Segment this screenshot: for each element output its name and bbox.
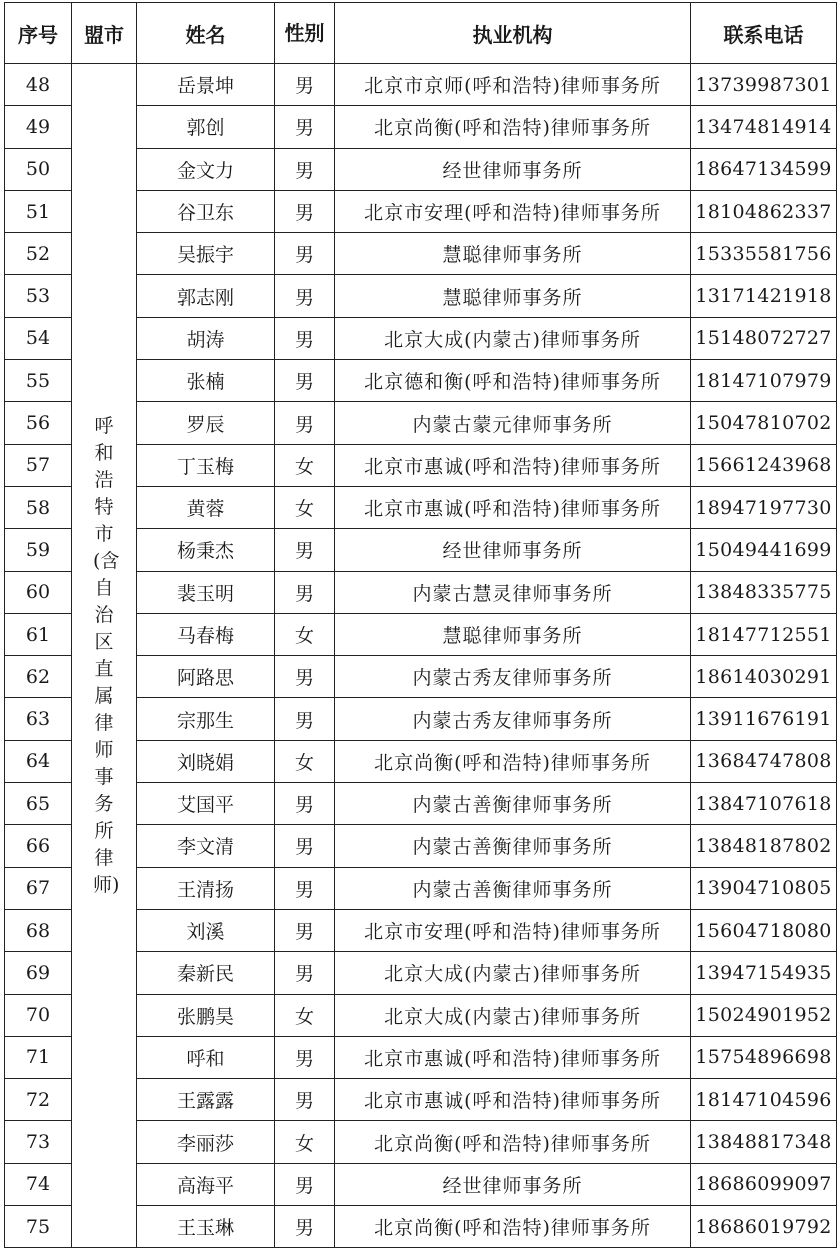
row-gender: 男 [275, 1079, 335, 1121]
row-gender: 女 [275, 740, 335, 782]
row-org: 北京尚衡(呼和浩特)律师事务所 [335, 106, 691, 148]
row-phone: 18147107979 [691, 360, 837, 402]
row-name: 马春梅 [137, 613, 275, 655]
header-gender: 性别 [275, 3, 335, 64]
row-gender: 男 [275, 190, 335, 232]
row-gender: 男 [275, 867, 335, 909]
row-phone: 13847107618 [691, 783, 837, 825]
row-seq: 60 [5, 571, 72, 613]
row-gender: 男 [275, 571, 335, 613]
row-name: 黄蓉 [137, 486, 275, 528]
row-phone: 18147104596 [691, 1079, 837, 1121]
row-name: 宗那生 [137, 698, 275, 740]
row-gender: 男 [275, 402, 335, 444]
row-gender: 男 [275, 952, 335, 994]
row-name: 王露露 [137, 1079, 275, 1121]
region-group-cell [72, 64, 137, 1248]
row-gender: 男 [275, 529, 335, 571]
row-seq: 74 [5, 1163, 72, 1205]
row-gender: 女 [275, 444, 335, 486]
row-name: 高海平 [137, 1163, 275, 1205]
row-gender: 男 [275, 317, 335, 359]
row-seq: 72 [5, 1079, 72, 1121]
row-seq: 55 [5, 360, 72, 402]
header-name: 姓名 [137, 3, 275, 64]
row-phone: 15604718080 [691, 909, 837, 951]
region-group-label: 呼和浩特市(含自治区直属律师事务所律师) [93, 414, 120, 896]
row-org: 经世律师事务所 [335, 529, 691, 571]
row-gender: 男 [275, 656, 335, 698]
row-seq: 58 [5, 486, 72, 528]
row-name: 郭创 [137, 106, 275, 148]
row-gender: 男 [275, 1206, 335, 1248]
row-org: 北京市安理(呼和浩特)律师事务所 [335, 909, 691, 951]
row-seq: 63 [5, 698, 72, 740]
row-phone: 15754896698 [691, 1036, 837, 1078]
row-seq: 71 [5, 1036, 72, 1078]
row-seq: 64 [5, 740, 72, 782]
row-phone: 15049441699 [691, 529, 837, 571]
row-org: 慧聪律师事务所 [335, 613, 691, 655]
row-seq: 54 [5, 317, 72, 359]
row-phone: 15661243968 [691, 444, 837, 486]
row-gender: 男 [275, 1163, 335, 1205]
row-name: 张楠 [137, 360, 275, 402]
row-org: 北京大成(内蒙古)律师事务所 [335, 952, 691, 994]
row-org: 北京尚衡(呼和浩特)律师事务所 [335, 1121, 691, 1163]
row-org: 经世律师事务所 [335, 1163, 691, 1205]
row-phone: 13947154935 [691, 952, 837, 994]
row-org: 内蒙古善衡律师事务所 [335, 783, 691, 825]
row-gender: 男 [275, 783, 335, 825]
row-org: 内蒙古善衡律师事务所 [335, 867, 691, 909]
row-phone: 18947197730 [691, 486, 837, 528]
row-org: 内蒙古慧灵律师事务所 [335, 571, 691, 613]
row-org: 北京大成(内蒙古)律师事务所 [335, 994, 691, 1036]
row-org: 慧聪律师事务所 [335, 275, 691, 317]
header-phone: 联系电话 [691, 3, 837, 64]
row-org: 内蒙古秀友律师事务所 [335, 656, 691, 698]
row-phone: 13739987301 [691, 64, 837, 106]
row-gender: 男 [275, 64, 335, 106]
row-gender: 女 [275, 994, 335, 1036]
row-phone: 13904710805 [691, 867, 837, 909]
row-phone: 18104862337 [691, 190, 837, 232]
row-seq: 48 [5, 64, 72, 106]
row-seq: 61 [5, 613, 72, 655]
row-seq: 66 [5, 825, 72, 867]
row-name: 王清扬 [137, 867, 275, 909]
row-org: 北京尚衡(呼和浩特)律师事务所 [335, 740, 691, 782]
row-gender: 男 [275, 360, 335, 402]
row-seq: 67 [5, 867, 72, 909]
row-phone: 18647134599 [691, 148, 837, 190]
row-seq: 56 [5, 402, 72, 444]
row-seq: 65 [5, 783, 72, 825]
row-org: 经世律师事务所 [335, 148, 691, 190]
row-gender: 男 [275, 698, 335, 740]
row-gender: 男 [275, 825, 335, 867]
row-seq: 52 [5, 233, 72, 275]
row-name: 罗辰 [137, 402, 275, 444]
row-org: 北京市京师(呼和浩特)律师事务所 [335, 64, 691, 106]
table-body [5, 64, 837, 1248]
row-org: 内蒙古蒙元律师事务所 [335, 402, 691, 444]
row-phone: 13911676191 [691, 698, 837, 740]
row-seq: 51 [5, 190, 72, 232]
row-seq: 69 [5, 952, 72, 994]
row-phone: 18147712551 [691, 613, 837, 655]
lawyer-roster-table [4, 2, 837, 1248]
row-seq: 50 [5, 148, 72, 190]
row-name: 艾国平 [137, 783, 275, 825]
row-org: 北京市惠诚(呼和浩特)律师事务所 [335, 1079, 691, 1121]
row-gender: 男 [275, 1036, 335, 1078]
row-gender: 男 [275, 106, 335, 148]
row-name: 金文力 [137, 148, 275, 190]
row-name: 张鹏昊 [137, 994, 275, 1036]
row-seq: 59 [5, 529, 72, 571]
row-name: 李丽莎 [137, 1121, 275, 1163]
row-seq: 70 [5, 994, 72, 1036]
row-name: 呼和 [137, 1036, 275, 1078]
row-org: 内蒙古秀友律师事务所 [335, 698, 691, 740]
row-name: 刘溪 [137, 909, 275, 951]
row-gender: 男 [275, 148, 335, 190]
row-name: 胡涛 [137, 317, 275, 359]
row-seq: 75 [5, 1206, 72, 1248]
row-name: 谷卫东 [137, 190, 275, 232]
row-name: 丁玉梅 [137, 444, 275, 486]
row-org: 北京市惠诚(呼和浩特)律师事务所 [335, 486, 691, 528]
header-seq: 序号 [5, 3, 72, 64]
row-name: 吴振宇 [137, 233, 275, 275]
row-org: 北京尚衡(呼和浩特)律师事务所 [335, 1206, 691, 1248]
row-gender: 女 [275, 486, 335, 528]
row-name: 郭志刚 [137, 275, 275, 317]
row-seq: 53 [5, 275, 72, 317]
row-name: 刘晓娟 [137, 740, 275, 782]
row-name: 杨秉杰 [137, 529, 275, 571]
row-phone: 13684747808 [691, 740, 837, 782]
row-phone: 13171421918 [691, 275, 837, 317]
row-org: 北京大成(内蒙古)律师事务所 [335, 317, 691, 359]
row-phone: 15024901952 [691, 994, 837, 1036]
row-phone: 18614030291 [691, 656, 837, 698]
row-phone: 18686019792 [691, 1206, 837, 1248]
table-row [5, 64, 837, 106]
row-phone: 15335581756 [691, 233, 837, 275]
row-name: 王玉琳 [137, 1206, 275, 1248]
row-seq: 57 [5, 444, 72, 486]
row-org: 慧聪律师事务所 [335, 233, 691, 275]
row-seq: 68 [5, 909, 72, 951]
row-org: 内蒙古善衡律师事务所 [335, 825, 691, 867]
row-org: 北京德和衡(呼和浩特)律师事务所 [335, 360, 691, 402]
row-seq: 73 [5, 1121, 72, 1163]
row-gender: 男 [275, 909, 335, 951]
header-org: 执业机构 [335, 3, 691, 64]
row-phone: 18686099097 [691, 1163, 837, 1205]
row-org: 北京市惠诚(呼和浩特)律师事务所 [335, 444, 691, 486]
row-org: 北京市惠诚(呼和浩特)律师事务所 [335, 1036, 691, 1078]
row-org: 北京市安理(呼和浩特)律师事务所 [335, 190, 691, 232]
row-gender: 男 [275, 233, 335, 275]
row-phone: 13474814914 [691, 106, 837, 148]
row-seq: 62 [5, 656, 72, 698]
row-phone: 13848817348 [691, 1121, 837, 1163]
row-phone: 13848187802 [691, 825, 837, 867]
row-name: 岳景坤 [137, 64, 275, 106]
row-seq: 49 [5, 106, 72, 148]
row-phone: 15047810702 [691, 402, 837, 444]
row-phone: 15148072727 [691, 317, 837, 359]
header-region: 盟市 [72, 3, 137, 64]
row-name: 裴玉明 [137, 571, 275, 613]
row-phone: 13848335775 [691, 571, 837, 613]
table-header-row [5, 3, 837, 64]
row-gender: 女 [275, 1121, 335, 1163]
row-name: 李文清 [137, 825, 275, 867]
row-gender: 女 [275, 613, 335, 655]
row-name: 阿路思 [137, 656, 275, 698]
row-gender: 男 [275, 275, 335, 317]
row-name: 秦新民 [137, 952, 275, 994]
